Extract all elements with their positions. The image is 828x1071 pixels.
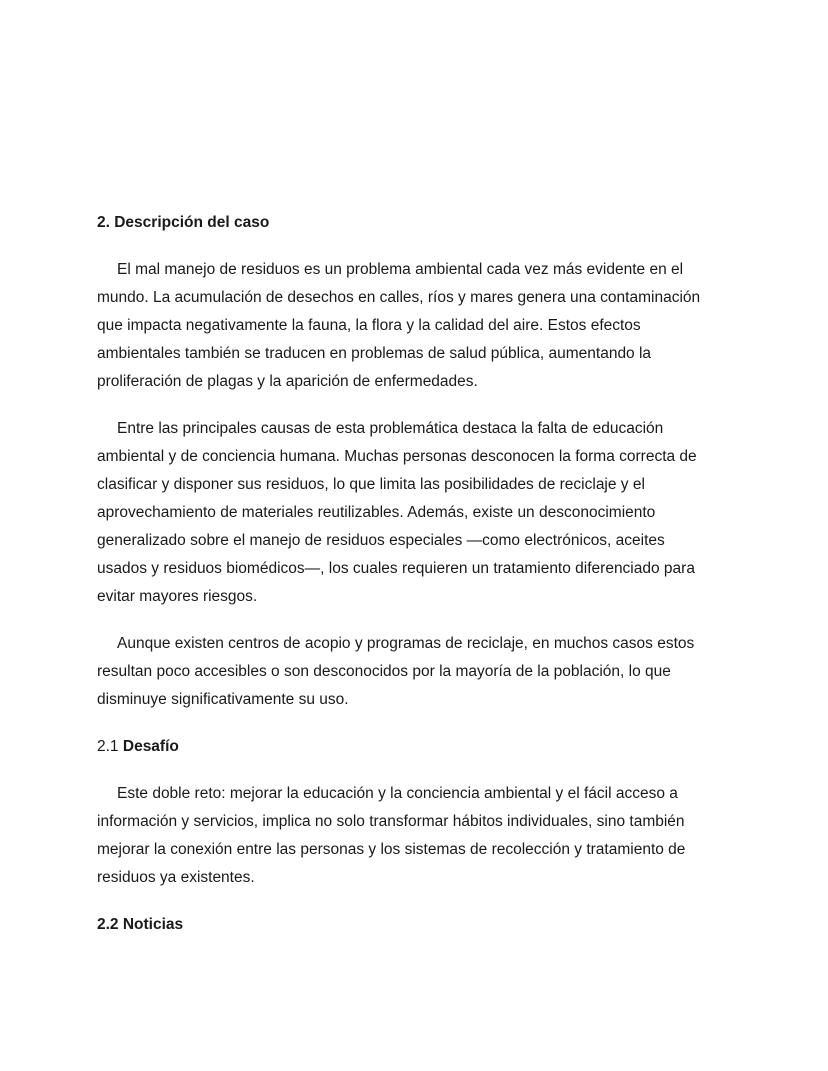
text-line: clasificar y disponer sus residuos, lo que limita las posibilidades de reciclaje y el bbox=[97, 476, 645, 493]
text-line: Aunque existen centros de acopio y programas de reciclaje, en muchos casos estos bbox=[117, 635, 695, 652]
text-line: aprovechamiento de materiales reutilizables. Además, existe un desconocimiento bbox=[97, 504, 656, 521]
paragraph-3 bbox=[97, 630, 737, 714]
text-line: Este doble reto: mejorar la educación y la conciencia ambiental y el fácil acceso a bbox=[117, 785, 678, 802]
text-line: Entre las principales causas de esta problemática destaca la falta de educación bbox=[117, 420, 664, 437]
subsection-heading-desafio bbox=[97, 733, 737, 761]
document-page bbox=[97, 209, 737, 958]
subsection-title: Desafío bbox=[122, 738, 179, 755]
text-line: El mal manejo de residuos es un problema ambiental cada vez más evidente en el bbox=[117, 261, 684, 278]
text-line: usados y residuos biomédicos—, los cuales requieren un tratamiento diferenciado para bbox=[97, 560, 695, 577]
text-line: información y servicios, implica no solo transformar hábitos individuales, sino también bbox=[97, 813, 685, 830]
text-line: evitar mayores riesgos. bbox=[97, 588, 258, 605]
text-line: ambiental y de conciencia humana. Muchas personas desconocen la forma correcta de bbox=[97, 448, 697, 465]
subsection-number: 2.1 bbox=[97, 738, 119, 755]
subsection-heading-noticias: 2.2 Noticias bbox=[97, 916, 184, 933]
text-line: resultan poco accesibles o son desconocidos por la mayoría de la población, lo que bbox=[97, 663, 671, 680]
text-line: que impacta negativamente la fauna, la flora y la calidad del aire. Estos efectos bbox=[97, 317, 641, 334]
text-line: ambientales también se traducen en problemas de salud pública, aumentando la bbox=[97, 345, 652, 362]
paragraph-2 bbox=[97, 415, 737, 611]
paragraph-1 bbox=[97, 256, 737, 396]
text-line: generalizado sobre el manejo de residuos especiales —como electrónicos, aceites bbox=[97, 532, 665, 549]
text-line: mundo. La acumulación de desechos en calles, ríos y mares genera una contaminación bbox=[97, 289, 701, 306]
section-heading: 2. Descripción del caso bbox=[97, 214, 270, 231]
text-line: disminuye significativamente su uso. bbox=[97, 691, 349, 708]
text-line: proliferación de plagas y la aparición de enfermedades. bbox=[97, 373, 478, 390]
paragraph-desafio bbox=[97, 780, 737, 892]
text-line: mejorar la conexión entre las personas y los sistemas de recolección y tratamiento de bbox=[97, 841, 686, 858]
text-line: residuos ya existentes. bbox=[97, 869, 255, 886]
